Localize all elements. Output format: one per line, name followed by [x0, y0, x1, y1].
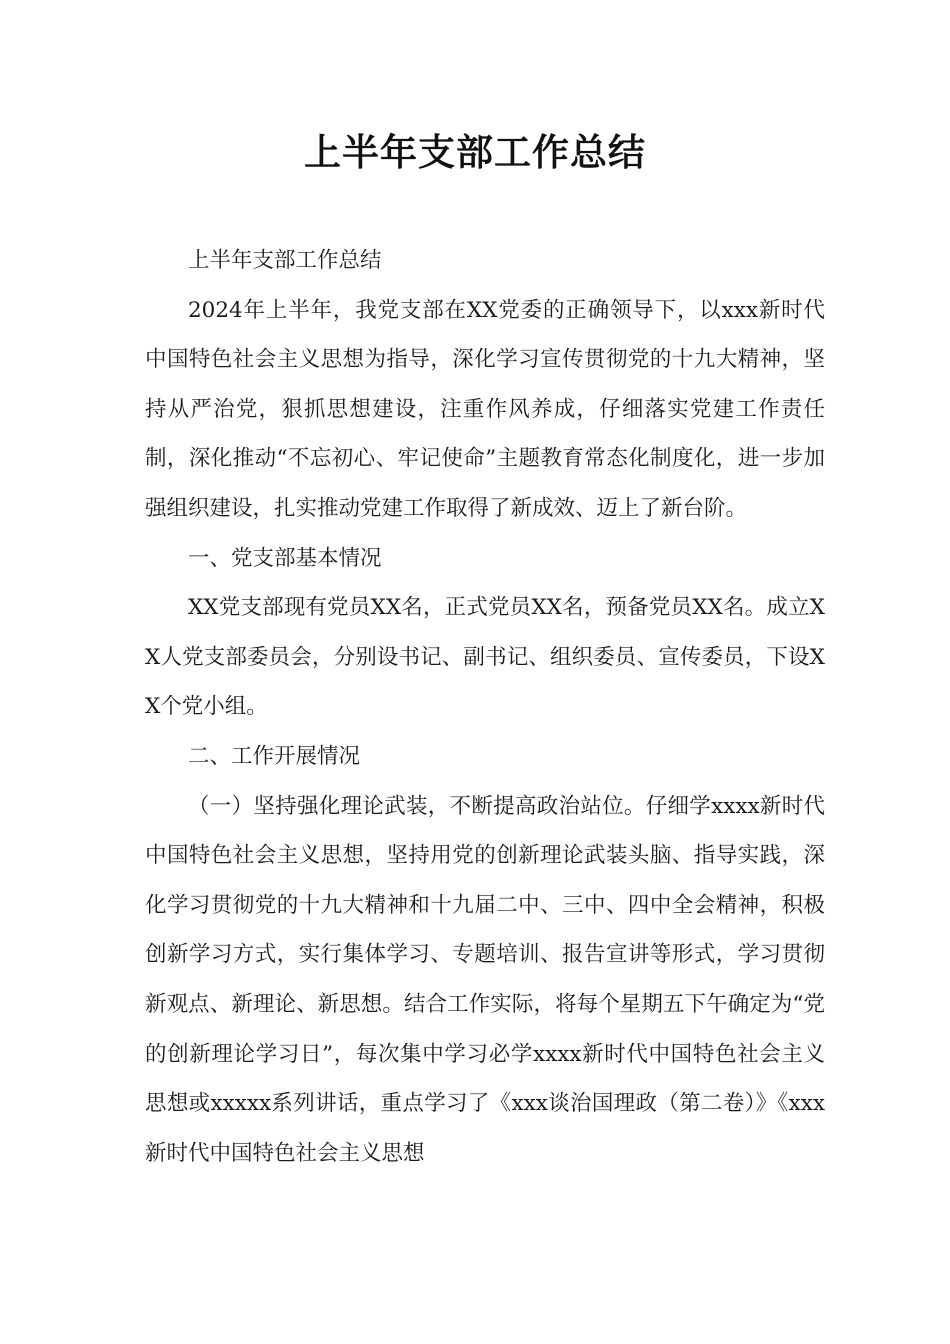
paragraph-basic-info: XX党支部现有党员XX名，正式党员XX名，预备党员XX名。成立XX人党支部委员会，分别设书记、副书记、组织委员、宣传委员，下设XX个党小组。: [145, 595, 825, 720]
paragraph-intro: 2024年上半年，我党支部在XX党委的正确领导下，以xxx新时代中国特色社会主义思想为指导，深化学习宣传贯彻党的十九大精神，坚持从严治党，狠抓思想建设，注重作风养成，仔细落实党建工作责任制，深化推动“不忘初心、牢记使命”主题教育常态化制度化，进一步加强组织建设，扎实推动党建工作取得了新成效、迈上了新台阶。: [145, 297, 825, 521]
document-title: 上半年支部工作总结: [304, 131, 646, 174]
document-body: [145, 236, 825, 1178]
paragraph-heading: 上半年支部工作总结: [188, 248, 382, 273]
section-heading-basic-info: 一、党支部基本情况: [188, 545, 382, 571]
section-heading-work: 二、工作开展情况: [188, 743, 361, 769]
paragraph-theory-study: （一）坚持强化理论武装，不断提高政治站位。仔细学xxxx新时代中国特色社会主义思想，坚持用党的创新理论武装头脑、指导实践，深化学习贯彻党的十九大精神和十九届二中、三中、四中全会精神，积极创新学习方式，实行集体学习、专题培训、报告宣讲等形式，学习贯彻新观点、新理论、新思想。结合工作实际，将每个星期五下午确定为“党的创新理论学习日”，每次集中学习必学xxxx新时代中国特色社会主义思想或xxxxx系列讲话，重点学习了《xxx谈治国理政（第二卷）》《xxx新时代中国特色社会主义思想: [145, 793, 825, 1166]
